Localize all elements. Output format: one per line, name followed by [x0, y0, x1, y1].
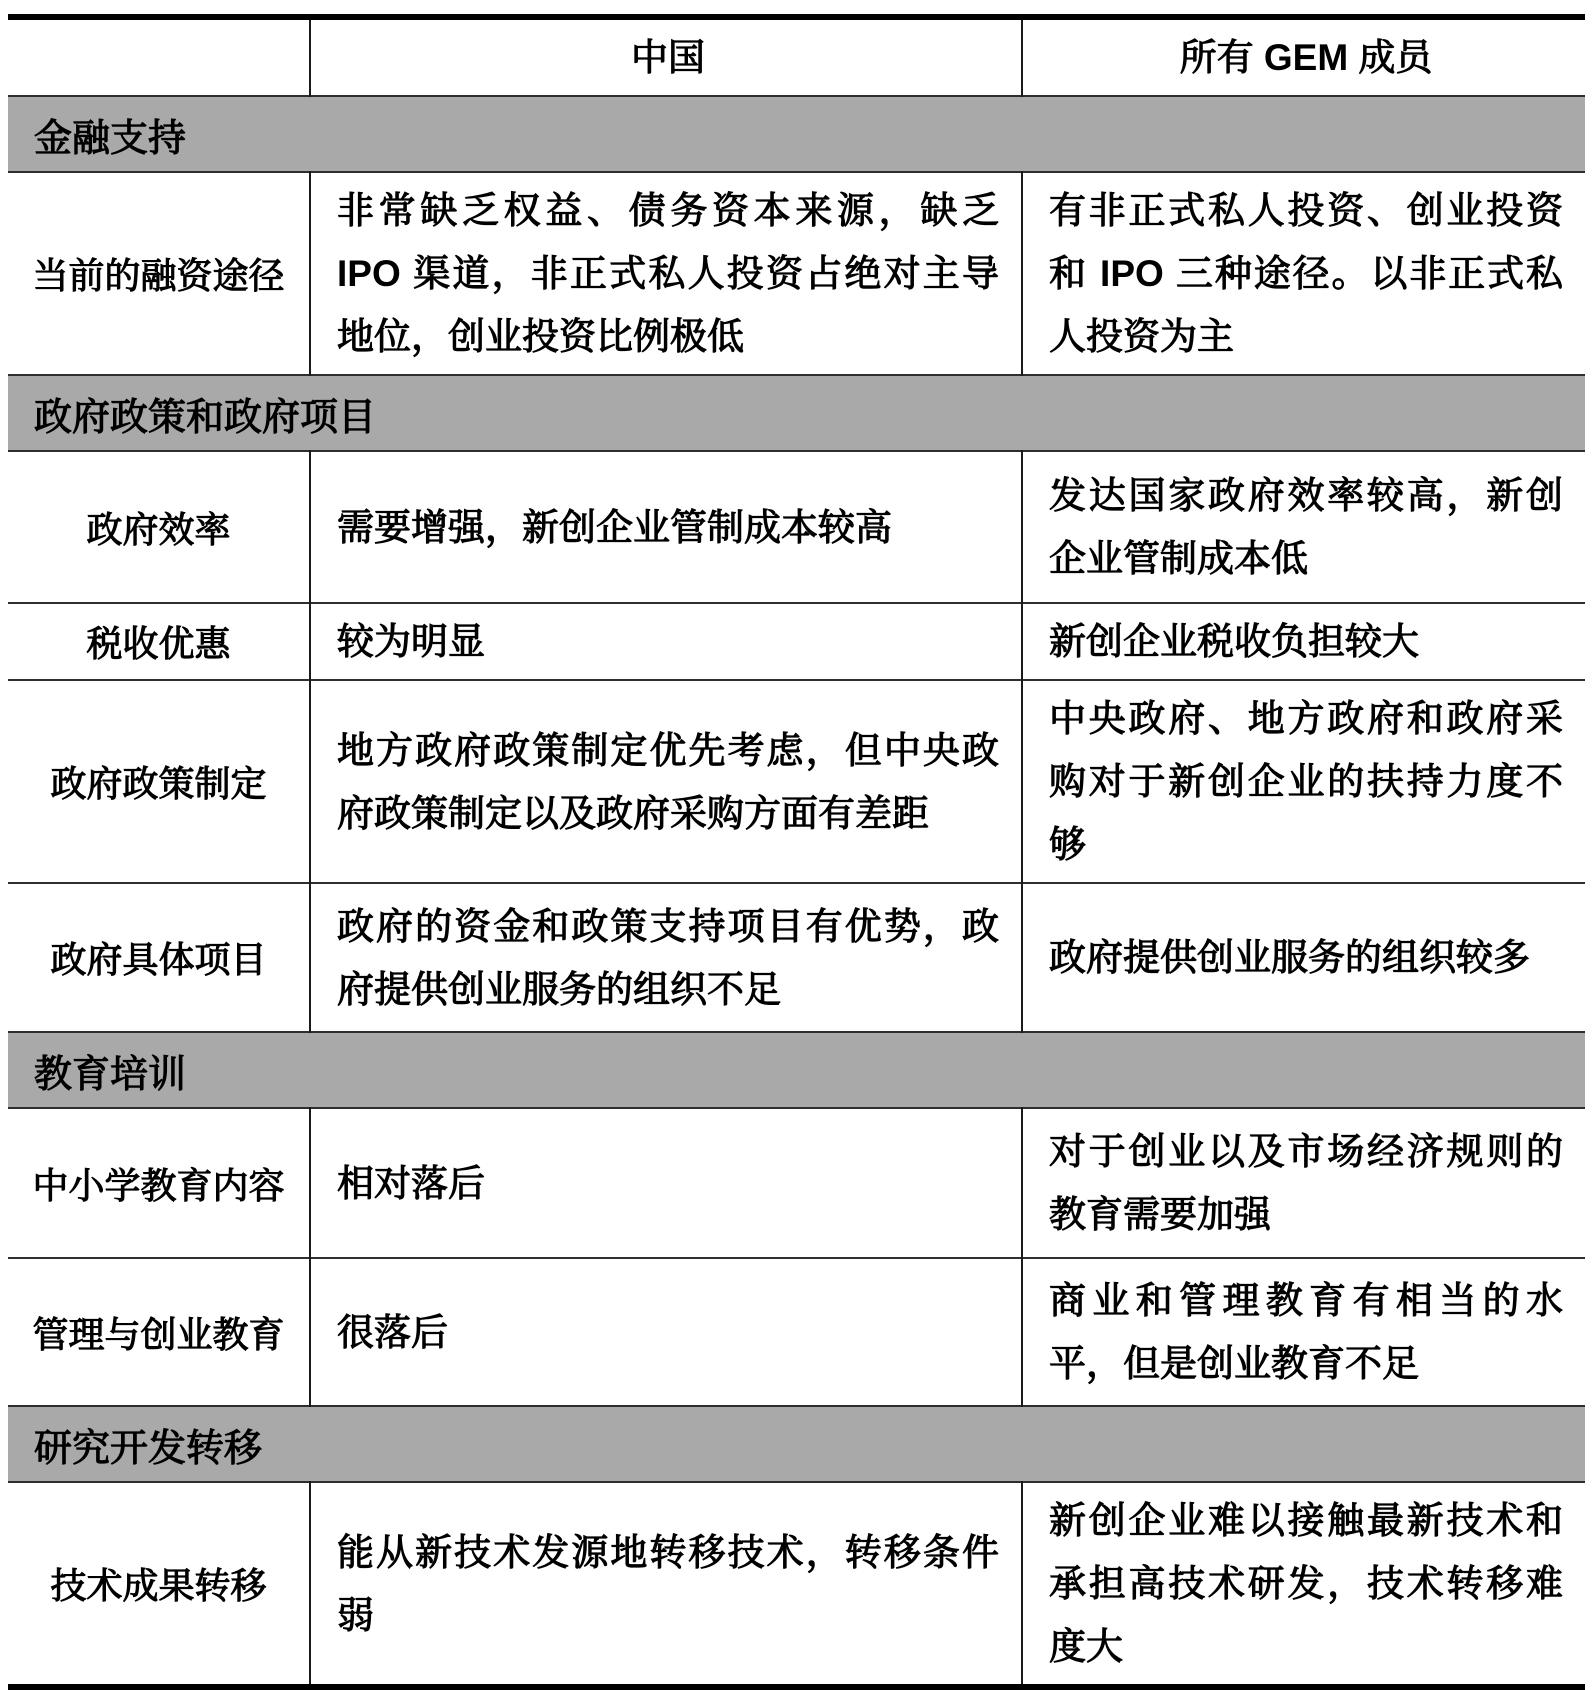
row-label: 技术成果转移 — [50, 1565, 267, 1606]
row-label: 税收优惠 — [86, 623, 231, 664]
comparison-table — [8, 14, 1585, 1690]
table-header-row — [8, 17, 1585, 96]
section-row-government — [8, 375, 1585, 451]
row-label: 政府具体项目 — [50, 939, 267, 980]
china-cell: 相对落后 — [310, 1108, 1022, 1258]
table-row — [8, 680, 1585, 883]
section-row-finance — [8, 96, 1585, 172]
section-title: 研究开发转移 — [34, 1427, 263, 1470]
row-label: 政府效率 — [86, 508, 231, 550]
table-row — [8, 172, 1585, 375]
table-row — [8, 451, 1585, 603]
table-row — [8, 1482, 1585, 1687]
header-cell-china: 中国 — [310, 17, 1022, 96]
gem-cell: 发达国家政府效率较高，新创企业管制成本低 — [1022, 451, 1585, 603]
section-title: 教育培训 — [34, 1053, 187, 1096]
table-row — [8, 883, 1585, 1032]
china-cell: 非常缺乏权益、债务资本来源，缺乏 IPO 渠道，非正式私人投资占绝对主导地位，创业投资比例极低 — [310, 172, 1022, 375]
china-cell: 政府的资金和政策支持项目有优势，政府提供创业服务的组织不足 — [310, 883, 1022, 1032]
gem-cell: 新创企业难以接触最新技术和承担高技术研发，技术转移难度大 — [1022, 1482, 1585, 1687]
china-cell: 地方政府政策制定优先考虑，但中央政府政策制定以及政府采购方面有差距 — [310, 680, 1022, 883]
gem-cell: 新创企业税收负担较大 — [1022, 603, 1585, 680]
section-row-rd-transfer — [8, 1406, 1585, 1482]
china-cell: 需要增强，新创企业管制成本较高 — [310, 451, 1022, 603]
header-cell-empty — [8, 17, 310, 96]
gem-cell: 政府提供创业服务的组织较多 — [1022, 883, 1585, 1032]
row-label: 当前的融资途径 — [32, 255, 285, 296]
header-cell-gem: 所有 GEM 成员 — [1022, 17, 1585, 96]
gem-cell: 中央政府、地方政府和政府采购对于新创企业的扶持力度不够 — [1022, 680, 1585, 883]
gem-cell: 商业和管理教育有相当的水平，但是创业教育不足 — [1022, 1258, 1585, 1406]
row-label: 中小学教育内容 — [32, 1164, 285, 1206]
row-label: 管理与创业教育 — [32, 1313, 285, 1355]
table-row — [8, 603, 1585, 680]
table-row — [8, 1258, 1585, 1406]
china-cell: 能从新技术发源地转移技术，转移条件弱 — [310, 1482, 1022, 1687]
section-title: 金融支持 — [34, 117, 187, 160]
row-label: 政府政策制定 — [50, 763, 267, 804]
china-cell: 较为明显 — [310, 603, 1022, 680]
gem-cell: 对于创业以及市场经济规则的教育需要加强 — [1022, 1108, 1585, 1258]
section-title: 政府政策和政府项目 — [34, 396, 377, 439]
china-cell: 很落后 — [310, 1258, 1022, 1406]
section-row-education — [8, 1032, 1585, 1108]
table-row — [8, 1108, 1585, 1258]
gem-cell: 有非正式私人投资、创业投资和 IPO 三种途径。以非正式私人投资为主 — [1022, 172, 1585, 375]
